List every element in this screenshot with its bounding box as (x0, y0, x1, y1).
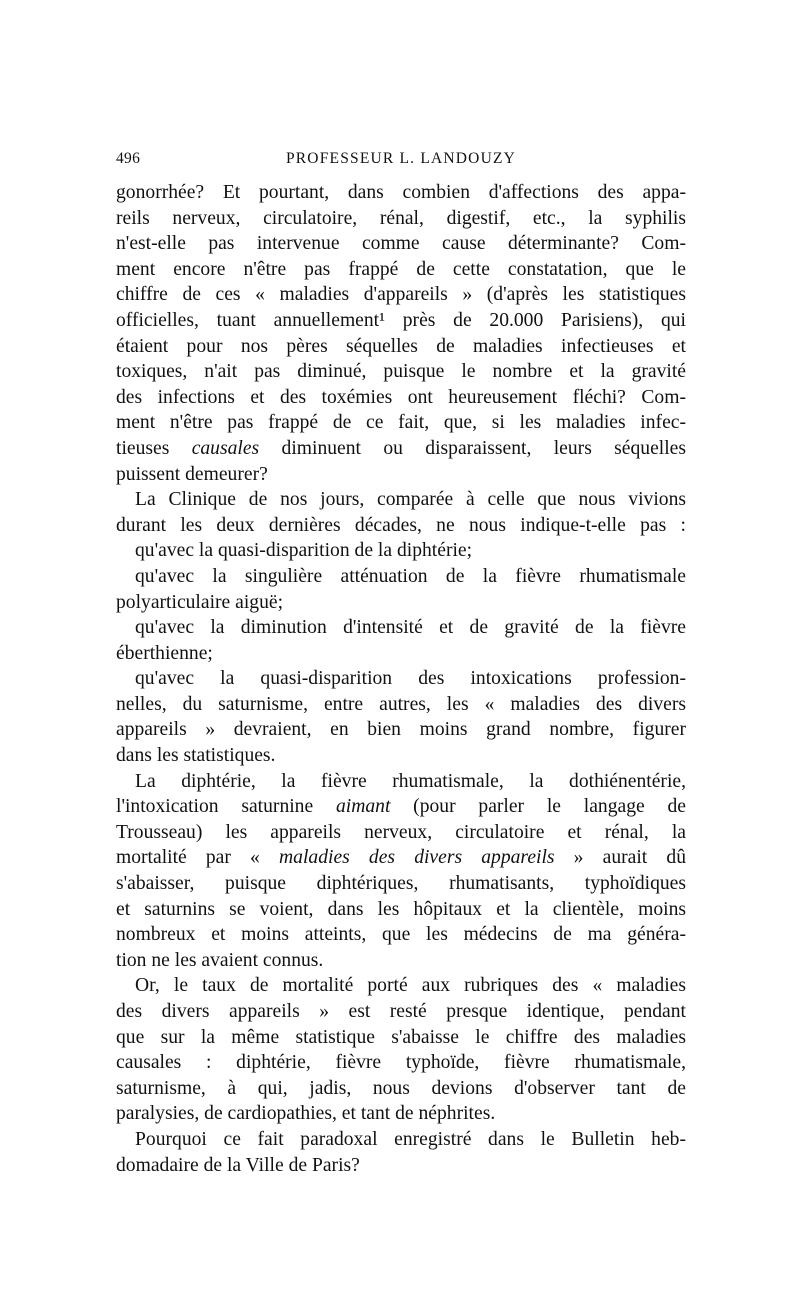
text-line: qu'avec la singulière atténuation de la fièvre rhumatismale (135, 565, 686, 587)
text-line: ment n'être pas frappé de ce fait, que, si les maladies infec- (116, 412, 686, 434)
text-line: qu'avec la diminution d'intensité et de gravité de la fièvre (135, 617, 686, 639)
paragraph-8 (116, 973, 686, 1127)
text-run: tieuses (116, 437, 192, 459)
text-line: appareils » devraient, en bien moins grand nombre, figurer (116, 719, 686, 741)
text-line: causales : diphtérie, fièvre typhoïde, fièvre rhumatismale, (116, 1052, 686, 1074)
paragraph-1 (116, 180, 686, 487)
text-line: tion ne les avaient connus. (116, 949, 324, 971)
text-line: ment encore n'être pas frappé de cette constatation, que le (116, 258, 686, 280)
text-line: nelles, du saturnisme, entre autres, les « maladies des divers (116, 693, 686, 715)
page-number: 496 (116, 150, 141, 167)
text-line (116, 436, 686, 462)
text-line: Pourquoi ce fait paradoxal enregistré dans le Bulletin heb- (135, 1128, 686, 1150)
text-line: toxiques, n'ait pas diminué, puisque le nombre et la gravité (116, 361, 686, 383)
paragraph-6 (116, 666, 686, 768)
paragraph-3 (116, 538, 686, 564)
italic-term: causales (191, 437, 260, 459)
body-text (116, 180, 686, 1178)
paragraph-4 (116, 564, 686, 615)
paragraph-7 (116, 769, 686, 974)
text-line: n'est-elle pas intervenue comme cause déterminante? Com- (116, 233, 686, 255)
text-line: reils nerveux, circulatoire, rénal, digestif, etc., la syphilis (116, 207, 686, 229)
text-line: des infections et des toxémies ont heureusement fléchi? Com- (116, 386, 686, 408)
text-line: chiffre de ces « maladies d'appareils » (d'après les statistiques (116, 284, 686, 306)
text-line: officielles, tuant annuellement¹ près de 20.000 Parisiens), qui (116, 309, 686, 331)
text-run: l'intoxication saturnine (116, 796, 336, 818)
text-line: que sur la même statistique s'abaisse le chiffre des maladies (116, 1026, 686, 1048)
text-line: qu'avec la quasi-disparition de la diphtérie; (135, 540, 473, 562)
text-line: paralysies, de cardiopathies, et tant de néphrites. (116, 1103, 496, 1125)
text-line: qu'avec la quasi-disparition des intoxications profession- (135, 668, 686, 690)
text-line: Or, le taux de mortalité porté aux rubriques des « maladies (135, 975, 686, 997)
text-line: Trousseau) les appareils nerveux, circulatoire et rénal, la (116, 821, 686, 843)
paragraph-5 (116, 615, 686, 666)
text-run: (pour parler le langage de (390, 796, 686, 818)
text-line: domadaire de la Ville de Paris? (116, 1154, 360, 1176)
text-run: mortalité par « (116, 847, 280, 869)
text-run: diminuent ou disparaissent, leurs séquelles (259, 437, 686, 459)
paragraph-2 (116, 487, 686, 538)
text-line: puissent demeurer? (116, 463, 268, 485)
text-line: dans les statistiques. (116, 745, 276, 767)
paragraph-9 (116, 1127, 686, 1178)
italic-term: aimant (335, 796, 391, 818)
text-line (116, 794, 686, 820)
text-line: s'abaisser, puisque diphtériques, rhumatisants, typhoïdiques (116, 873, 686, 895)
italic-term: maladies des divers appareils (279, 847, 555, 869)
text-line: La diphtérie, la fièvre rhumatismale, la dothiénentérie, (135, 770, 686, 792)
text-line: polyarticulaire aiguë; (116, 591, 284, 613)
page-header (116, 150, 686, 172)
text-line: durant les deux dernières décades, ne nous indique-t-elle pas : (116, 514, 686, 536)
text-line: étaient pour nos pères séquelles de maladies infectieuses et (116, 335, 686, 357)
text-line: des divers appareils » est resté presque identique, pendant (116, 1001, 686, 1022)
running-head: PROFESSEUR L. LANDOUZY (285, 150, 517, 167)
text-line: nombreux et moins atteints, que les médecins de ma généra- (116, 924, 686, 946)
text-run: » aurait dû (554, 847, 686, 869)
text-line: gonorrhée? Et pourtant, dans combien d'affections des appa- (116, 182, 686, 203)
text-line (116, 845, 686, 871)
text-line: éberthienne; (116, 642, 213, 664)
text-line: saturnisme, à qui, jadis, nous devions d'observer tant de (116, 1077, 686, 1099)
text-line: La Clinique de nos jours, comparée à celle que nous vivions (135, 489, 686, 511)
text-line: et saturnins se voient, dans les hôpitaux et la clientèle, moins (116, 898, 686, 920)
